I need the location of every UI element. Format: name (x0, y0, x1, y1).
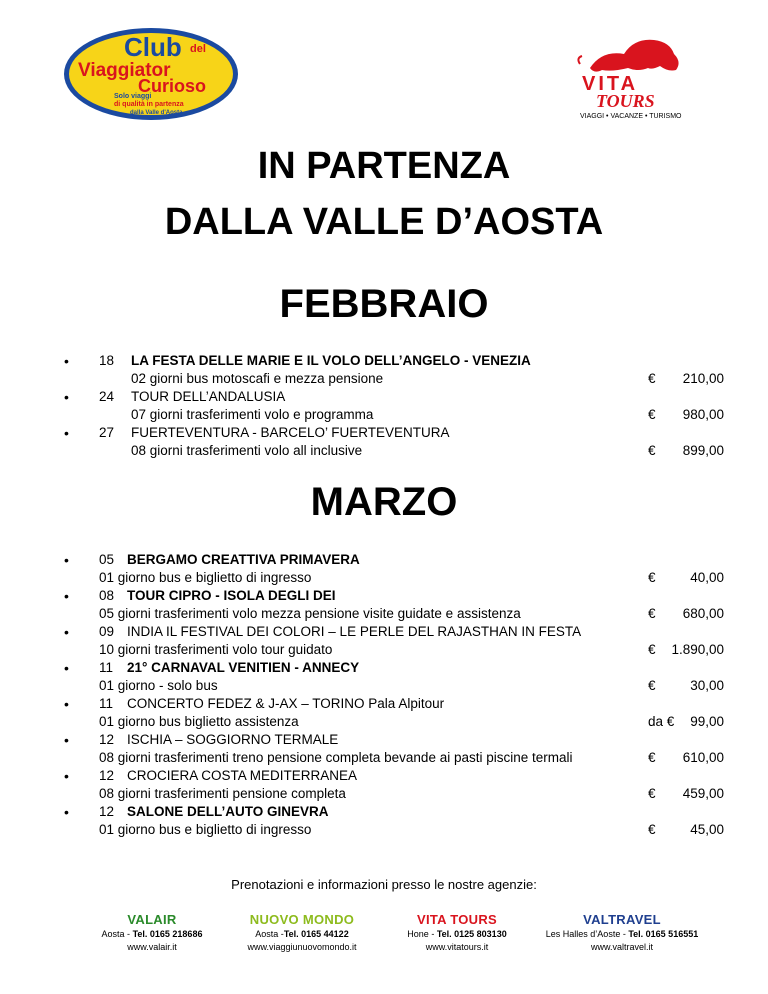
list-item-detail (0, 569, 768, 587)
list-item (0, 587, 768, 605)
agency-name: VALAIR (127, 912, 177, 927)
item-day: 08 (99, 588, 115, 603)
lion-icon (590, 40, 679, 72)
agency-website[interactable]: www.viaggiunuovomondo.it (247, 942, 357, 952)
item-price: 610,00 (682, 750, 724, 765)
item-name: ISCHIA – SOGGIORNO TERMALE (127, 732, 339, 747)
item-name: FUERTEVENTURA - BARCELO’ FUERTEVENTURA (131, 425, 450, 440)
item-price: 99,00 (690, 714, 724, 729)
bullet-icon: • (64, 696, 69, 712)
bullet-icon: • (64, 389, 69, 405)
item-currency: € (648, 606, 656, 621)
header-line-2: DALLA VALLE D’AOSTA (164, 201, 604, 243)
item-currency: € (648, 750, 656, 765)
list-item (0, 803, 768, 821)
item-currency: € (648, 642, 656, 657)
agency-website[interactable]: www.valair.it (127, 942, 177, 952)
footer-note: Prenotazioni e informazioni presso le nostre agenzie: (231, 877, 537, 892)
list-item (0, 424, 768, 442)
logo-tagline-1: Solo viaggi (114, 93, 152, 100)
list-item (0, 767, 768, 785)
item-desc: 01 giorno bus biglietto assistenza (99, 714, 299, 729)
agency-name: NUOVO MONDO (249, 912, 355, 927)
item-name: CROCIERA COSTA MEDITERRANEA (127, 768, 358, 783)
item-price: 899,00 (682, 443, 724, 458)
item-desc: 07 giorni trasferimenti volo e programma (131, 407, 374, 422)
item-day: 11 (99, 696, 114, 711)
list-item-detail (0, 677, 768, 695)
item-day: 11 (99, 660, 114, 675)
item-price: 210,00 (682, 371, 724, 386)
agency-contact: Les Halles d’Aoste - Tel. 0165 516551 (545, 929, 699, 939)
item-price: 1.890,00 (671, 642, 724, 657)
list-item-detail (0, 641, 768, 659)
item-day: 09 (99, 624, 115, 639)
item-price: 40,00 (690, 570, 724, 585)
item-day: 12 (99, 732, 115, 747)
item-desc: 08 giorni trasferimenti volo all inclusive (131, 443, 363, 458)
list-item-detail (0, 370, 768, 388)
list-item-detail (0, 605, 768, 623)
item-price: 980,00 (682, 407, 724, 422)
bullet-icon: • (64, 732, 69, 748)
agency-vita-tours (392, 912, 522, 954)
vita-tours-logo (572, 28, 702, 120)
item-price: 45,00 (690, 822, 724, 837)
item-desc: 08 giorni trasferimenti pensione completa (99, 786, 346, 801)
item-price: 459,00 (682, 786, 724, 801)
list-item-detail (0, 406, 768, 424)
list-item-detail (0, 749, 768, 767)
agency-website[interactable]: www.vitatours.it (425, 942, 489, 952)
item-currency: € (648, 371, 656, 386)
agency-valair (82, 912, 222, 954)
bullet-icon: • (64, 624, 69, 640)
item-price: 30,00 (690, 678, 724, 693)
header-line-1: IN PARTENZA (257, 145, 511, 187)
agency-contact: Aosta -Tel. 0165 44122 (255, 929, 349, 939)
list-item (0, 659, 768, 677)
month-title-febbraio: FEBBRAIO (279, 282, 489, 326)
item-desc: 01 giorno bus e biglietto di ingresso (99, 570, 312, 585)
bullet-icon: • (64, 353, 69, 369)
logo-vita-text: VITA (582, 73, 639, 95)
item-currency: € (648, 570, 656, 585)
item-day: 12 (99, 768, 115, 783)
item-desc: 01 giorno - solo bus (99, 678, 218, 693)
list-item-detail (0, 785, 768, 803)
list-item (0, 695, 768, 713)
agency-name: VALTRAVEL (583, 912, 661, 927)
item-name: SALONE DELL’AUTO GINEVRA (127, 804, 329, 819)
item-currency: da € (648, 714, 675, 729)
item-day: 12 (99, 804, 115, 819)
logo-curioso-text: Curioso (138, 76, 207, 96)
logo-tagline-3: dalla Valle d'Aosta (130, 110, 183, 116)
month-title-marzo: MARZO (310, 480, 458, 524)
logo-del-text: del (190, 43, 206, 55)
list-item-detail (0, 821, 768, 839)
item-name: TOUR CIPRO - ISOLA DEGLI DEI (127, 588, 336, 603)
item-price: 680,00 (682, 606, 724, 621)
item-desc: 08 giorni trasferimenti treno pensione completa bevande ai pasti piscine termali (99, 750, 573, 765)
bullet-icon: • (64, 768, 69, 784)
logo-viaggiator-text: Viaggiator (78, 60, 171, 81)
item-currency: € (648, 407, 656, 422)
bullet-icon: • (64, 660, 69, 676)
item-name: LA FESTA DELLE MARIE E IL VOLO DELL’ANGELO - VENEZIA (131, 353, 531, 368)
item-name: CONCERTO FEDEZ & J-AX – TORINO Pala Alpitour (127, 696, 445, 711)
item-day: 18 (99, 353, 115, 368)
item-day: 24 (99, 389, 115, 404)
agency-nuovo-mondo (228, 912, 376, 954)
agency-valtravel (534, 912, 710, 954)
bullet-icon: • (64, 552, 69, 568)
item-day: 27 (99, 425, 115, 440)
agency-name: VITA TOURS (416, 912, 498, 927)
club-viaggiator-curioso-logo (62, 26, 240, 122)
list-item (0, 551, 768, 569)
list-item (0, 388, 768, 406)
logo-tagline-2: di qualità in partenza (114, 101, 184, 108)
item-currency: € (648, 443, 656, 458)
logo-tours-text: TOURS (596, 91, 655, 111)
agency-contact: Hone - Tel. 0125 803130 (407, 929, 507, 939)
bullet-icon: • (64, 804, 69, 820)
bullet-icon: • (64, 588, 69, 604)
item-name: INDIA IL FESTIVAL DEI COLORI – LE PERLE DEL RAJASTHAN IN FESTA (127, 624, 582, 639)
agency-contact: Aosta - Tel. 0165 218686 (101, 929, 203, 939)
item-desc: 10 giorni trasferimenti volo tour guidato (99, 642, 333, 657)
item-day: 05 (99, 552, 115, 567)
list-item (0, 731, 768, 749)
item-name: TOUR DELL’ANDALUSIA (131, 389, 286, 404)
list-item (0, 352, 768, 370)
bullet-icon: • (64, 425, 69, 441)
item-currency: € (648, 678, 656, 693)
item-currency: € (648, 786, 656, 801)
logo-vita-tagline: VIAGGI • VACANZE • TURISMO (580, 113, 682, 120)
item-currency: € (648, 822, 656, 837)
item-name: 21° CARNAVAL VENITIEN - ANNECY (127, 660, 360, 675)
logo-club-text: Club (124, 32, 182, 62)
agency-website[interactable]: www.valtravel.it (590, 942, 653, 952)
list-item (0, 623, 768, 641)
list-item-detail (0, 442, 768, 460)
item-name: BERGAMO CREATTIVA PRIMAVERA (127, 552, 360, 567)
item-desc: 05 giorni trasferimenti volo mezza pensione visite guidate e assistenza (99, 606, 521, 621)
item-desc: 02 giorni bus motoscafi e mezza pensione (131, 371, 384, 386)
item-desc: 01 giorno bus e biglietto di ingresso (99, 822, 312, 837)
list-item-detail (0, 713, 768, 731)
